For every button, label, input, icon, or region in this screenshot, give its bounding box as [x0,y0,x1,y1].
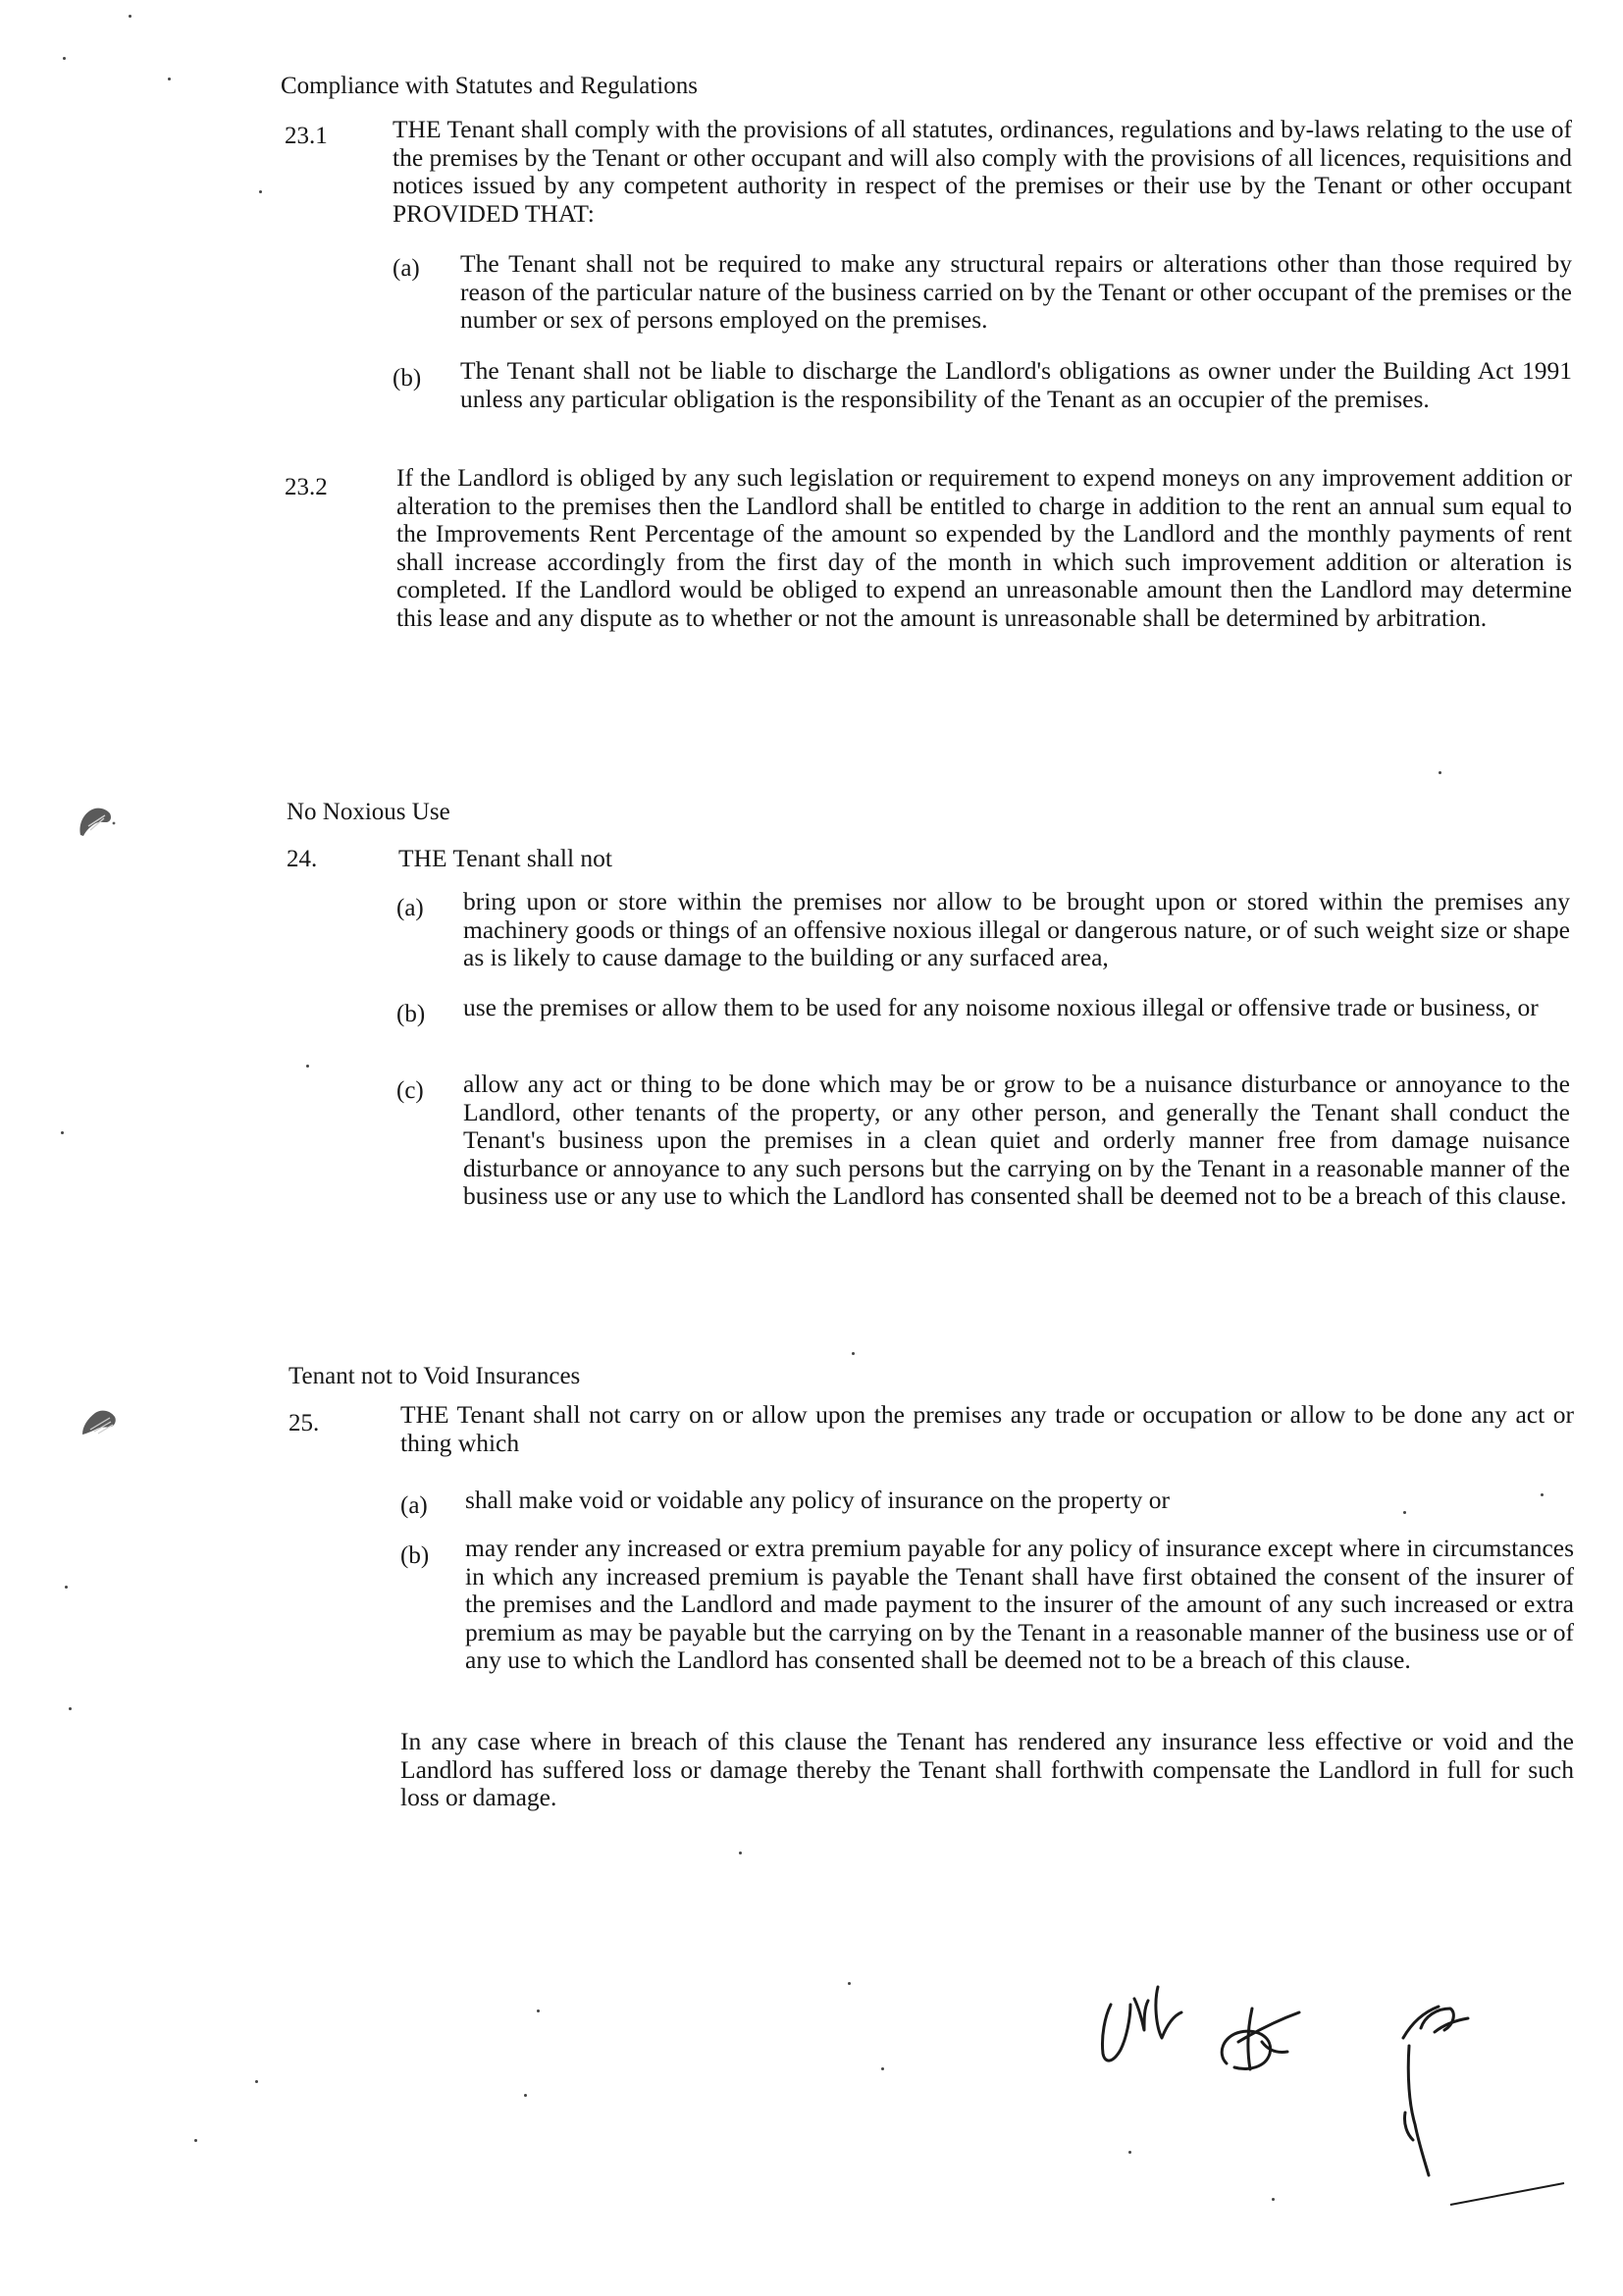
hand-pointer-icon [75,800,116,839]
clause-25-item-b-label: (b) [400,1542,430,1569]
scan-speck [739,1852,742,1854]
scan-speck [1403,1511,1406,1514]
clause-number-24: 24. [287,846,318,872]
clause-25-text: THE Tenant shall not carry on or allow upon the premises any trade or occupation or allow to be done any act or thing which [400,1400,1574,1457]
scan-speck [1541,1493,1544,1496]
clause-23-1-item-b-label: (b) [393,365,422,391]
clause-number-23-1: 23.1 [285,123,328,149]
scan-speck [255,2080,258,2083]
scan-speck [524,2094,527,2097]
clause-number-23-2: 23.2 [285,474,328,500]
section-heading-compliance: Compliance with Statutes and Regulations [281,73,698,99]
scan-speck [65,1586,68,1589]
scan-speck [69,1707,72,1710]
scan-speck [852,1352,855,1355]
section-heading-noxious: No Noxious Use [287,799,450,825]
clause-23-2-text: If the Landlord is obliged by any such legislation or requirement to expend moneys on any improvement addition or alteration to the premises then the Landlord shall be entitled to charge in addition to the rent an annual sum equal to the Improvements Rent Percentage of the amount so expended by the Landlord and the monthly payments of rent shall increase accordingly from the first day of the month in which such improvement addition or alteration is completed. If the Landlord would be obliged to expend an unreasonable amount then the Landlord may determine this lease and any dispute as to whether or not the amount is unreasonable shall be determined by arbitration. [396,463,1572,632]
scan-speck [881,2067,884,2070]
clause-24-item-c-text: allow any act or thing to be done which may be or grow to be a nuisance disturbance or annoyance to the Landlord, other tenants of the property, or any other person, and generally the Tenant shall conduct the Tenant's business upon the premises in a clean quiet and orderly manner free from damage nuisance disturbance or annoyance to any such persons but the carrying on by the Tenant in a reasonable manner of the business use or any use to which the Landlord has consented shall be deemed not to be a breach of this clause. [463,1070,1570,1210]
section-heading-insurance: Tenant not to Void Insurances [288,1363,581,1389]
hand-pointer-icon [79,1401,120,1440]
scan-speck [1439,771,1441,774]
scan-speck [194,2139,197,2142]
clause-23-1-item-a-label: (a) [393,255,420,282]
clause-24-item-c-label: (c) [396,1077,424,1104]
clause-23-1-item-b-text: The Tenant shall not be liable to discharge the Landlord's obligations as owner under the Building Act 1991 unless any particular obligation is the responsibility of the Tenant as an occupier of the premises. [460,356,1572,413]
scan-speck [306,1065,309,1068]
clause-number-25: 25. [288,1410,320,1436]
scan-speck [848,1982,851,1985]
scan-speck [61,1131,64,1134]
clause-23-1-item-a-text: The Tenant shall not be required to make any structural repairs or alterations other than those required by reason of the particular nature of the business carried on by the Tenant or other occupant of the premises or the number or sex of persons employed on the premises. [460,249,1572,334]
clause-24-text: THE Tenant shall not [398,844,612,872]
clause-24-item-a-text: bring upon or store within the premises nor allow to be brought upon or stored within the premises any machinery goods or things of an offensive noxious illegal or dangerous nature, or of such weight size or shape as is likely to cause damage to the building or any surfaced area, [463,887,1570,971]
scan-speck [1128,2151,1131,2154]
scan-speck [63,57,66,60]
clause-25-item-b-text: may render any increased or extra premium payable for any policy of insurance except where in circumstances in which any increased premium is payable the Tenant shall have first obtained the consent of the insurer of the premises and the Landlord and made payment to the insurer of the amount of any such increased or extra premium as may be payable but the carrying on by the Tenant in a reasonable manner of the business use or of any use to which the Landlord has consented shall be deemed not to be a breach of this clause. [465,1534,1575,1674]
clause-25-item-a-label: (a) [400,1492,428,1519]
clause-25-closing-text: In any case where in breach of this clause the Tenant has rendered any insurance less effective or void and the Landlord has suffered loss or damage thereby the Tenant shall forthwith compensate the Landlord in full for such loss or damage. [400,1727,1574,1811]
scan-speck [129,15,131,18]
scan-speck [537,2009,540,2012]
clause-23-1-text: THE Tenant shall comply with the provisions of all statutes, ordinances, regulations and by-laws relating to the use of the premises by the Tenant or other occupant and will also comply with the provisions of all licences, requisitions and notices issued by any competent authority in respect of the premises or their use by the Tenant or other occupant PROVIDED THAT: [393,115,1572,228]
clause-24-item-b-text: use the premises or allow them to be used for any noisome noxious illegal or offensive trade or business, or [463,993,1539,1021]
signature-initials [1079,1948,1590,2252]
clause-25-item-a-text: shall make void or voidable any policy of insurance on the property or [465,1486,1171,1514]
scan-speck [1272,2198,1275,2201]
clause-24-item-b-label: (b) [396,1001,426,1027]
scan-speck [168,78,171,80]
scan-speck [259,190,262,193]
clause-24-item-a-label: (a) [396,895,424,921]
